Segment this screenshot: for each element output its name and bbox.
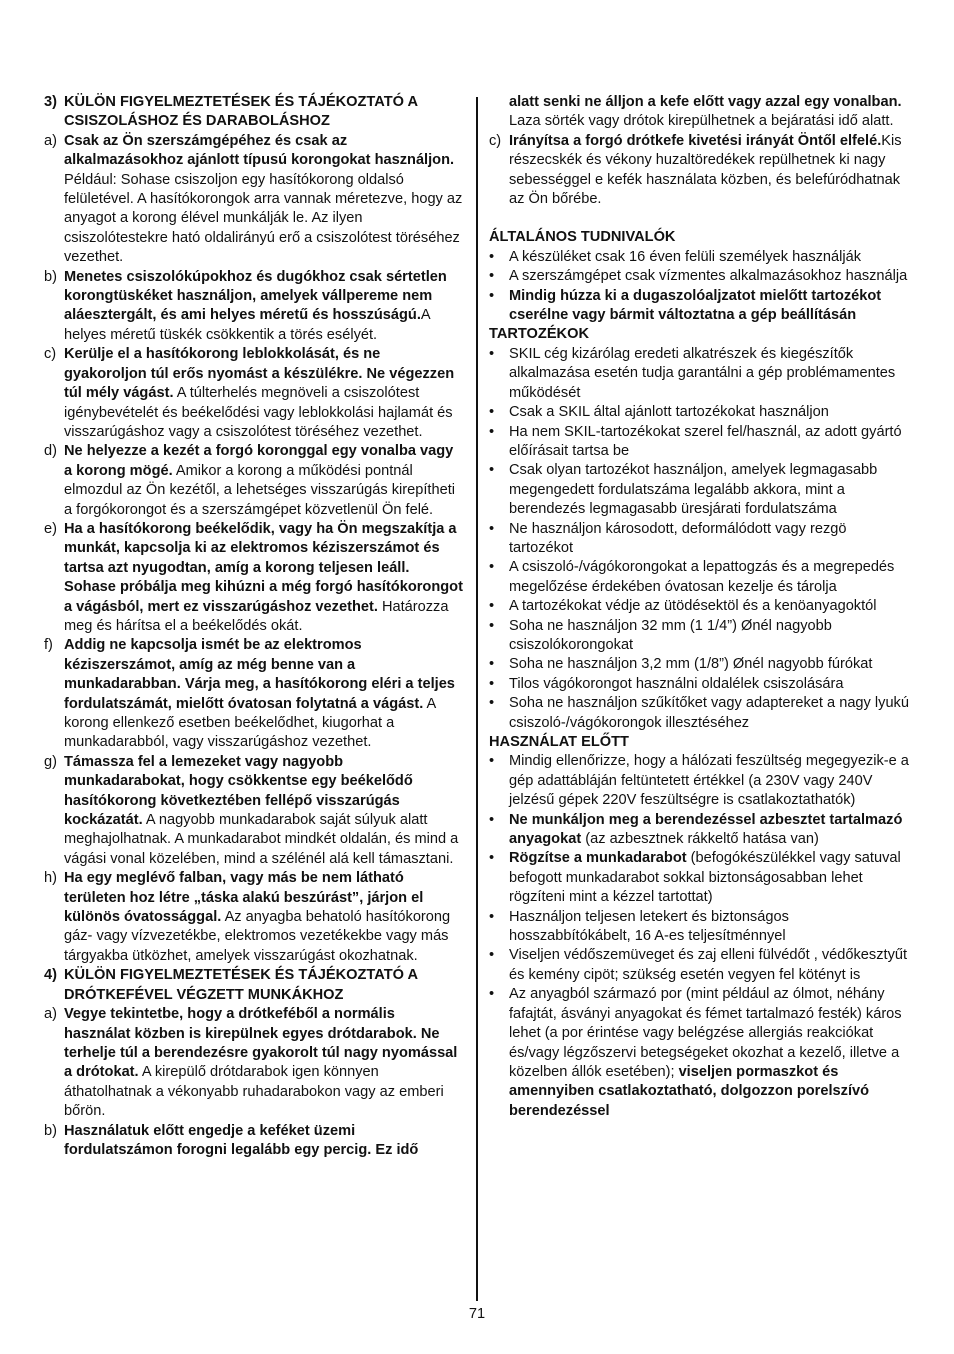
item-text	[509, 248, 914, 267]
item-marker: c)	[44, 346, 57, 363]
item-text	[64, 132, 464, 268]
bold-text: Ha a hasítókorong beékelődik, vagy ha Ön megszakítja a munkát, kapcsolja ki az elektromos kéziszerszámot és tartsa azt nyugodtan, amíg a korong teljesen leáll. Sohase próbálja meg kihúzni a még forgó hasítókorongot a vágásból, mert ez visszarúgáshoz vezethet.	[64, 520, 463, 615]
body-text: Amikor a korong a működési pontnál elmozdul az Ön kezétől, a lehetséges visszarúgás kirepítheti a forgókorongot és a szerszámgépet közvetlenül Ön felé.	[64, 462, 455, 518]
item-text	[64, 442, 464, 520]
heading-text: TARTOZÉKOK	[489, 326, 589, 343]
body-text: A készüléket csak 16 éven felüli személyek használják	[509, 248, 862, 265]
bullet-item	[489, 675, 914, 694]
item-text	[509, 675, 914, 694]
item-marker: b)	[44, 268, 57, 285]
item-text	[509, 287, 914, 326]
item-text	[64, 520, 464, 636]
item-marker: a)	[44, 132, 57, 149]
body-text: Csak olyan tartozékot használjon, amelyek legmagasabb megengedett fordulatszáma legalább akkora, mint a berendezés legmagasabb üresjárati fordulatszáma	[509, 462, 878, 518]
bullet-item	[489, 849, 914, 907]
bullet-item	[489, 267, 914, 286]
body-text: Soha ne használjon 3,2 mm (1/8”) Ønél nagyobb fúrókat	[509, 656, 873, 673]
item-marker: c)	[489, 132, 502, 149]
body-text: Csak a SKIL által ajánlott tartozékokat használjon	[509, 404, 829, 421]
body-text: Kis részecskék és vékony huzaltöredékek repülhetnek ki nagy sebességgel e kefék használata közben, és belefúródhatnak az Ön bőrébe.	[509, 132, 902, 208]
section-heading	[44, 93, 464, 132]
bold-text: Csak az Ön szerszámgépéhez és csak az alkalmazásokhoz ajánlott típusú korongokat használjon.	[64, 132, 455, 169]
item-text	[509, 811, 914, 850]
item-text	[64, 268, 464, 346]
bullet-item	[489, 946, 914, 985]
bullet-marker: •	[489, 695, 495, 712]
list-item	[44, 520, 464, 636]
bold-text: viseljen pormaszkot és amennyiben csatlakoztatható, dolgozzon porelszívó berendezéssel	[509, 1063, 870, 1119]
list-item	[489, 132, 914, 210]
bullet-item	[489, 287, 914, 326]
body-text: Az anyagból származó por (mint például az ólmot, néhány fafajtát, ásványi anyagokat és fémet tartalmazó festék) káros lehet (a por érintése vagy belégzése allergiás reakciókat és/vagy légzőszervi betegségeket okozhat a kezelő, illetve a közelben állók esetében);	[509, 986, 902, 1080]
item-text	[64, 966, 464, 1005]
bullet-marker: •	[489, 850, 495, 867]
body-text: (az azbesztnek rákkeltő hatása van)	[581, 831, 819, 848]
list-item	[44, 132, 464, 268]
item-text	[509, 752, 914, 810]
list-item	[489, 93, 914, 132]
section-heading	[489, 228, 914, 247]
bullet-marker: •	[489, 598, 495, 615]
bold-text: Irányítsa a forgó drótkefe kivetési irányát Öntől elfelé.	[509, 132, 882, 149]
body-text: A szerszámgépet csak vízmentes alkalmazásokhoz használja	[509, 268, 908, 285]
item-text	[509, 558, 914, 597]
body-text: Laza sörték vagy drótok kirepülhetnek a bejáratási idő alatt.	[509, 113, 894, 130]
bullet-item	[489, 520, 914, 559]
bullet-marker: •	[489, 287, 495, 304]
bullet-marker: •	[489, 811, 495, 828]
right-column	[489, 93, 914, 1121]
bullet-marker: •	[489, 559, 495, 576]
bullet-item	[489, 597, 914, 616]
item-text	[509, 597, 914, 616]
section-heading	[44, 966, 464, 1005]
item-marker: e)	[44, 520, 57, 537]
item-text	[509, 461, 914, 519]
bullet-item	[489, 811, 914, 850]
item-text	[509, 132, 914, 210]
body-text: A nagyobb munkadarabok saját súlyuk alatt meghajolhatnak. A munkadarabot mindkét oldalán, és mind a vágási vonal közelében, mind a szélénél alá kell támasztani.	[64, 812, 459, 867]
list-item	[44, 1122, 464, 1161]
item-text	[64, 93, 464, 132]
body-text: A korong ellenkező esetben beékelődhet, kiugorhat a munkadarabból, vagy visszarúgáshoz vezethet.	[64, 695, 436, 751]
list-item	[44, 869, 464, 966]
item-text	[509, 908, 914, 947]
bold-text: Mindig húzza ki a dugaszolóaljzatot mielőtt tartozékot cserélne vagy bármit változtatna a gép beállításán	[509, 287, 882, 324]
body-text: Az anyagba behatoló hasítókorong gáz- vagy vízvezetékbe, elektromos vezetékekbe vagy más tárgyakba ütközhet, amelyek visszarúgást okozhatnak.	[64, 909, 451, 964]
bullet-item	[489, 752, 914, 810]
bullet-marker: •	[489, 248, 495, 265]
bullet-item	[489, 461, 914, 519]
body-text: (befogókészülékkel vagy satuval befogott munkadarabot sokkal biztonságosabban lehet rögzíteni mint a kézzel tartottat)	[509, 850, 901, 906]
item-text	[509, 520, 914, 559]
list-item	[44, 636, 464, 752]
bullet-marker: •	[489, 268, 495, 285]
item-marker: 3)	[44, 94, 57, 110]
item-text	[64, 1005, 464, 1121]
bold-text: Támassza fel a lemezeket vagy nagyobb munkadarabokat, hogy csökkentse egy beékelődő hasítókorong következtében fellépő visszarúgás kockázatát.	[64, 753, 413, 829]
bold-text: Ne helyezze a kezét a forgó koronggal egy vonalba vagy a korong mögé.	[64, 443, 454, 479]
heading-text: ÁLTALÁNOS TUDNIVALÓK	[489, 229, 676, 246]
column-divider	[476, 97, 478, 1301]
body-text: Ha nem SKIL-tartozékokat szerel fel/használ, az adott gyártó előírásait tartsa be	[509, 423, 902, 459]
bullet-marker: •	[489, 423, 495, 440]
bullet-item	[489, 403, 914, 422]
section-heading	[489, 325, 914, 344]
item-text	[509, 267, 914, 286]
item-text	[509, 985, 914, 1121]
item-marker: b)	[44, 1122, 57, 1139]
bold-text: KÜLÖN FIGYELMEZTETÉSEK ÉS TÁJÉKOZTATÓ A CSISZOLÁSHOZ ÉS DARABOLÁSHOZ	[64, 94, 418, 130]
section-heading	[489, 733, 914, 752]
item-text	[64, 345, 464, 442]
item-text	[509, 423, 914, 462]
item-marker: 4)	[44, 967, 57, 984]
body-text: Soha ne használjon szűkítőket vagy adaptereket a nagy lyukú csiszoló-/vágókorongok illesztéséhez	[509, 695, 909, 731]
bullet-item	[489, 908, 914, 947]
bold-text: Menetes csiszolókúpokhoz és dugókhoz csak sértetlen korongtüskéket használjon, amelyek vállpereme nem aláesztergált, és ami helyes méretű és hosszúságú.	[64, 268, 447, 324]
bold-text: alatt senki ne álljon a kefe előtt vagy azzal egy vonalban.	[509, 94, 902, 110]
body-text: Határozza meg és hárítsa el a beékelődés okát.	[64, 598, 449, 634]
item-marker: a)	[44, 1006, 57, 1023]
body-text: A csiszoló-/vágókorongokat a lepattogzás és a megrepedés megelőzése érdekében óvatosan kezelje és tárolja	[509, 559, 895, 595]
item-text	[509, 849, 914, 907]
bullet-marker: •	[489, 753, 495, 770]
bullet-marker: •	[489, 462, 495, 479]
item-marker: f)	[44, 637, 53, 654]
body-text: Például: Sohase csiszoljon egy hasítókorong oldalsó felületével. A hasítókorongok arra vannak méretezve, hogy az anyagot a korong élével munkálják le. Az ilyen csiszolótestekre ható oldalirányú erő a csiszolótest töréséhez vezethet.	[64, 171, 463, 266]
item-marker: g)	[44, 753, 57, 770]
bullet-marker: •	[489, 617, 495, 634]
bullet-item	[489, 558, 914, 597]
bullet-marker: •	[489, 404, 495, 421]
bullet-marker: •	[489, 908, 495, 925]
item-text	[509, 655, 914, 674]
page-number: 71	[468, 1306, 486, 1322]
body-text: Használjon teljesen letekert és biztonságos hosszabbítókábelt, 16 A-es teljesítménnyel	[509, 908, 789, 945]
bullet-marker: •	[489, 656, 495, 673]
bullet-item	[489, 345, 914, 403]
left-column	[44, 93, 464, 1160]
bullet-item	[489, 985, 914, 1121]
item-text	[64, 636, 464, 752]
list-item	[44, 442, 464, 520]
bold-text: Rögzítse a munkadarabot	[509, 850, 687, 867]
bullet-item	[489, 248, 914, 267]
bullet-marker: •	[489, 675, 495, 692]
item-text	[64, 1122, 464, 1161]
bold-text: Használatuk előtt engedje a keféket üzemi fordulatszámon forogni legalább egy percig. Ez idő	[64, 1122, 419, 1158]
body-text: Mindig ellenőrizze, hogy a hálózati feszültség megegyezik-e a gép adattábláján feltüntetett értékkel (a 230V vagy 240V jelzésű gépek 220V feszültségre is csatlakoztathatók)	[509, 753, 909, 809]
item-marker	[489, 93, 509, 132]
bold-text: Addig ne kapcsolja ismét be az elektromos kéziszerszámot, amíg az még benne van a munkadarabban. Várja meg, a hasítókorong eléri a teljes fordulatszámát, mielőtt óvatosan folytatná a vágást.	[64, 637, 455, 712]
body-text: A helyes méretű tüskék csökkentik a törés esélyét.	[64, 307, 430, 343]
bullet-item	[489, 617, 914, 656]
bullet-marker: •	[489, 986, 495, 1003]
bullet-item	[489, 423, 914, 462]
bold-text: Ha egy meglévő falban, vagy más be nem látható területen hoz létre „táska alakú beszúrást”, járjon el különös óvatossággal.	[64, 870, 424, 926]
body-text: SKIL cég kizárólag eredeti alkatrészek és kiegészítők alkalmazása esetén tudja garantálni a gép problémamentes működését	[509, 345, 896, 401]
item-text	[509, 93, 914, 132]
body-text: Tilos vágókorongot használni oldalélek csiszolására	[509, 675, 844, 692]
item-marker: d)	[44, 443, 57, 460]
bullet-marker: •	[489, 345, 495, 362]
body-text: A tartozékokat védje az ütödésektöl és a kenöanyagoktól	[509, 598, 877, 615]
body-text: Viseljen védőszemüveget és zaj elleni fülvédőt , védőkesztyűt és kemény cipöt; szükség esetén vegyen fel kötényt is	[509, 947, 908, 983]
item-text	[64, 869, 464, 966]
bullet-item	[489, 655, 914, 674]
body-text: Ne használjon károsodott, deformálódott vagy rezgö tartozékot	[509, 520, 847, 556]
item-text	[509, 617, 914, 656]
bullet-marker: •	[489, 520, 495, 537]
bold-text: Vegye tekintetbe, hogy a drótkeféből a normális használat közben is kirepülnek egyes drótdarabok. Ne terhelje túl a berendezésre gyakorolt túl nagy nyomással a drótokat.	[64, 1006, 458, 1081]
bullet-item	[489, 694, 914, 733]
item-text	[509, 694, 914, 733]
list-item	[44, 345, 464, 442]
item-text	[509, 403, 914, 422]
list-item	[44, 753, 464, 869]
bold-text: Ne munkáljon meg a berendezéssel azbesztet tartalmazó anyagokat	[509, 811, 903, 848]
item-text	[64, 753, 464, 869]
bold-text: KÜLÖN FIGYELMEZTETÉSEK ÉS TÁJÉKOZTATÓ A DRÓTKEFÉVEL VÉGZETT MUNKÁKHOZ	[64, 967, 418, 1003]
body-text: Soha ne használjon 32 mm (1 1/4”) Ønél nagyobb csiszolókorongokat	[509, 617, 832, 653]
body-text: A kirepülő drótdarabok igen könnyen áthatolhatnak a vékonyabb ruhadarabokon vagy az emberi bőrön.	[64, 1064, 444, 1120]
heading-text: HASZNÁLAT ELŐTT	[489, 734, 629, 750]
list-item	[44, 1005, 464, 1121]
item-text	[509, 345, 914, 403]
bullet-marker: •	[489, 947, 495, 964]
item-text	[509, 946, 914, 985]
body-text: A túlterhelés megnöveli a csiszolótest igénybevételét és beékelődési vagy leblokkolási hajlamát és visszarúgáshoz vagy a csiszolótest töréséhez vezethet.	[64, 385, 453, 440]
bold-text: Kerülje el a hasítókorong leblokkolását, és ne gyakoroljon túl erős nyomást a készülékre. Ne végezzen túl mély vágást.	[64, 346, 455, 402]
item-marker: h)	[44, 870, 57, 887]
list-item	[44, 268, 464, 346]
